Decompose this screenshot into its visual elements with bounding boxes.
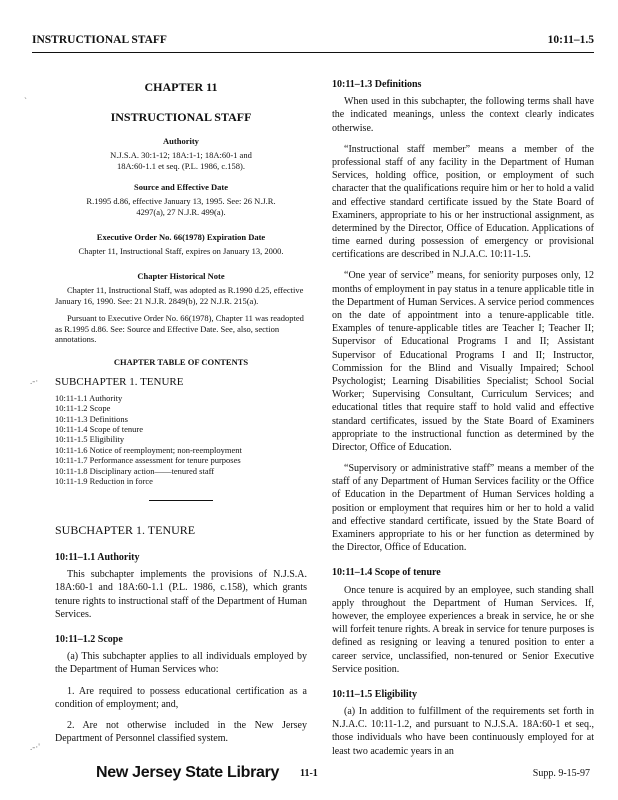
right-column bbox=[332, 78, 594, 766]
definition-supervisory-staff: “Supervisory or administrative staff” means a member of the staff of any Department of Human Services facility or the Office of Education in the Department of Human Services holding a position or employment that requires him or her to hold a valid and effective standard certificate, issued by the State Board of Examiners appropriate to his or her function as determined by the Director, Office of Education. bbox=[332, 463, 594, 554]
toc-heading: CHAPTER TABLE OF CONTENTS bbox=[113, 357, 249, 368]
section-text-scope-of-tenure: Once tenure is acquired by an employee, such standing shall apply throughout the Department of Human Services. If, however, the employee experiences a break in service, he or she will forfeit tenure rights. A break in service for tenure purposes is defined as resigning or leaving a tenured position to enter a career service, unclassified, non-tenured or Senior Executive Service position. bbox=[332, 584, 594, 675]
history-note-1: Chapter 11, Instructional Staff, was adopted as R.1990 d.25, effective January 16, 1990. See: 21 N.J.R. 2849(b), 22 N.J.R. 215(a). bbox=[55, 284, 304, 306]
scope-item-2: 2. Are not otherwise included in the New Jersey Department of Personnel classified system. bbox=[55, 719, 307, 745]
authority-text: N.J.S.A. 30:1-12; 18A:1-1; 18A:60-1 and 18A:60-1.1 et seq. (P.L. 1986, c.158). bbox=[110, 149, 252, 171]
scan-mark: .-·' bbox=[30, 742, 40, 752]
section-heading-definitions: 10:11–1.3 Definitions bbox=[332, 79, 422, 90]
toc-list bbox=[55, 393, 307, 486]
history-note-2: Pursuant to Executive Order No. 66(1978), Chapter 11 was readopted as R.1995 d.86. See: Source and Effective Date. See, also, section annotations. bbox=[55, 312, 304, 345]
eo-text: Chapter 11, Instructional Staff, expires on January 13, 2000. bbox=[78, 245, 284, 256]
subchapter-title: SUBCHAPTER 1. TENURE bbox=[55, 523, 196, 538]
source-heading: Source and Effective Date bbox=[133, 181, 229, 192]
definition-year-of-service: “One year of service” means, for seniority purposes only, 12 months of employment in pay status in a tenure applicable title in the Department of Human Services. A service period commences on the date of appointment into a tenure-applicable title. Examples of tenure-applicable titles are Teacher I; Teacher II; Supervisor of Educational Programs I and II; Assistant Supervisor of Educational Programs I and II; Instructor, Commission for the Blind and Visually Impaired; School Psychologist; Learning Disabilities Specialist; School Social Worker; Supervising Consultant, Curriculum Services; and educational titles that require staff to hold valid and effective standard certificates, issued by the State Board of Examiners appropriate to the instructional function as determined by the Director, Office of Education. bbox=[332, 270, 594, 453]
definition-instructional-staff: “Instructional staff member” means a member of the professional staff of any facility in the Department of Human Services, holding office, position, or employment of such character that the qualifications require him or her to hold a valid and effective standard certificate issued by the State Board of Examiners, appropriate to his or her instructional assignment, as determined by the Director, Office of Education. Applications of time earned during possession of emergency or provisional certifications are described in N.J.A.C. 10:11-1.5. bbox=[332, 143, 594, 261]
toc-subchapter: SUBCHAPTER 1. TENURE bbox=[55, 375, 184, 388]
section-heading-scope-of-tenure: 10:11–1.4 Scope of tenure bbox=[332, 567, 441, 579]
toc-item[interactable]: 10:11-1.5 Eligibility bbox=[55, 434, 125, 445]
scan-mark: ` bbox=[24, 96, 27, 106]
toc-item[interactable]: 10:11-1.2 Scope bbox=[55, 403, 111, 414]
page-number: 11-1 bbox=[300, 768, 318, 779]
history-heading: Chapter Historical Note bbox=[137, 270, 225, 281]
library-stamp: New Jersey State Library bbox=[96, 764, 280, 781]
toc-item[interactable]: 10:11-1.6 Notice of reemployment; non-reemployment bbox=[55, 444, 242, 455]
scope-item-1: 1. Are required to possess educational certification as a condition of employment; and, bbox=[55, 685, 307, 710]
authority-heading: Authority bbox=[163, 135, 199, 146]
toc-item[interactable]: 10:11-1.1 Authority bbox=[55, 393, 123, 404]
toc-item[interactable]: 10:11-1.9 Reduction in force bbox=[55, 475, 153, 486]
toc-item[interactable]: 10:11-1.8 Disciplinary action——tenured staff bbox=[55, 465, 215, 476]
toc-item[interactable]: 10:11-1.4 Scope of tenure bbox=[55, 424, 143, 435]
section-heading-scope: 10:11–1.2 Scope bbox=[55, 634, 123, 646]
running-header bbox=[32, 32, 594, 53]
left-column bbox=[55, 78, 307, 753]
section-text-authority: This subchapter implements the provisions of N.J.S.A. 18A:60-1 and 18A:60-1.1 (P.L. 1986, c.158), which grants tenure rights to instructional staff of the Department of Human Services. bbox=[55, 569, 307, 620]
chapter-title: INSTRUCTIONAL STAFF bbox=[110, 109, 252, 124]
toc-item[interactable]: 10:11-1.7 Performance assessment for tenure purposes bbox=[55, 455, 241, 466]
header-title: INSTRUCTIONAL STAFF bbox=[32, 34, 167, 46]
supplement-date: Supp. 9-15-97 bbox=[532, 768, 590, 779]
scope-intro: (a) This subchapter applies to all individuals employed by the Department of Human Services who: bbox=[55, 651, 307, 676]
section-text-eligibility: (a) In addition to fulfillment of the requirements set forth in N.J.A.C. 10:11-1.2, and pursuant to N.J.S.A. 18A:60-1 et seq., those individuals who have been continuously employed for at least two academic years in an bbox=[332, 706, 594, 757]
section-heading-authority: 10:11–1.1 Authority bbox=[55, 552, 140, 564]
header-section-range: 10:11–1.5 bbox=[547, 34, 594, 46]
section-heading-eligibility: 10:11–1.5 Eligibility bbox=[332, 688, 418, 700]
section-divider bbox=[149, 500, 213, 501]
eo-heading: Executive Order No. 66(1978) Expiration Date bbox=[96, 231, 266, 242]
definitions-intro: When used in this subchapter, the following terms shall have the indicated meanings, unless the context clearly indicates otherwise. bbox=[332, 96, 594, 134]
chapter-number: CHAPTER 11 bbox=[144, 80, 218, 94]
source-text: R.1995 d.86, effective January 13, 1995. See: 26 N.J.R. 4297(a), 27 N.J.R. 499(a). bbox=[86, 195, 276, 217]
toc-item[interactable]: 10:11-1.3 Definitions bbox=[55, 413, 128, 424]
scan-mark: .-· bbox=[30, 376, 39, 386]
